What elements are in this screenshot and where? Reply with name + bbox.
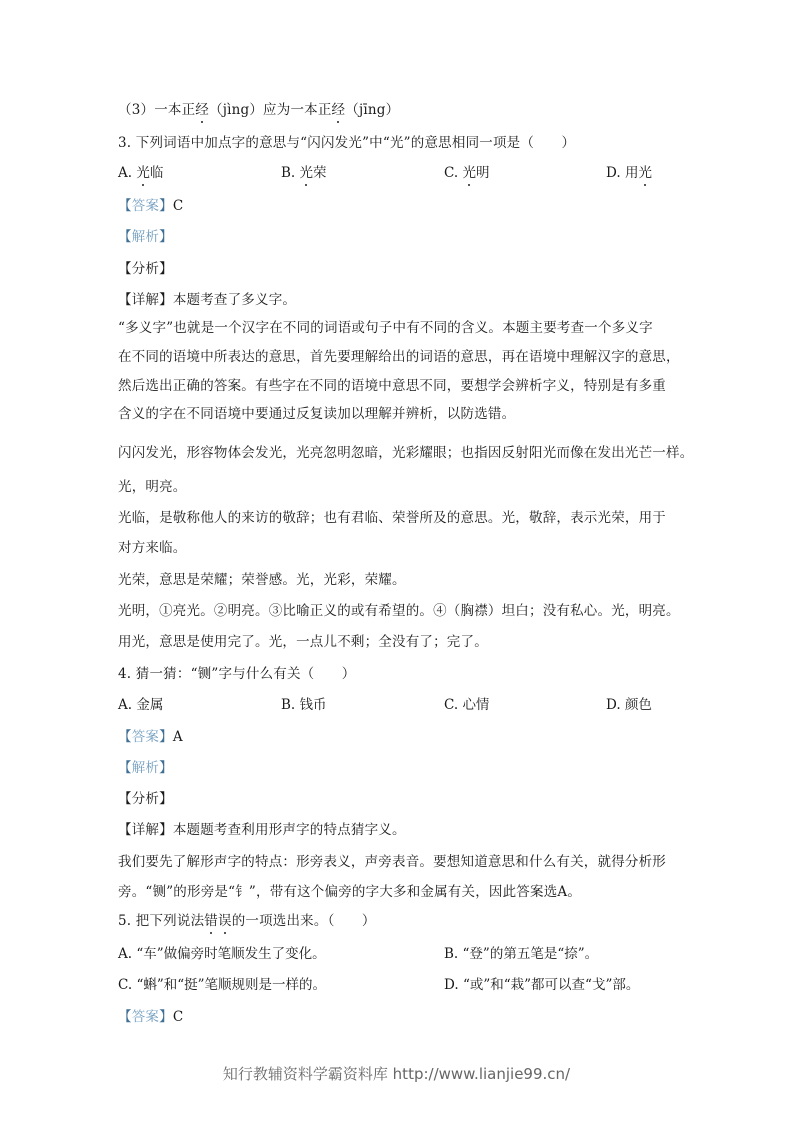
tag-text: 答案 — [131, 1009, 160, 1025]
text: 的一项选出来。（ ） — [231, 913, 376, 929]
option-label: C. — [118, 977, 137, 993]
q3-paragraph: “多义字”也就是一个汉字在不同的词语或句子中有不同的含义。本题主要考查一个多义字 — [118, 320, 653, 336]
q3-option-b — [281, 164, 327, 182]
q3-answer — [118, 197, 183, 215]
option-label: A. — [118, 165, 137, 181]
q3-xiangjie — [118, 291, 296, 309]
bracket: 【 — [118, 791, 132, 807]
tag-text: 详解 — [131, 822, 160, 838]
text: （jīng） — [345, 102, 400, 118]
option-label: B. — [444, 946, 463, 962]
option-text: “蝌”和“挺”笔顺规则是一样的。 — [136, 977, 327, 993]
option-text: 金属 — [136, 697, 164, 713]
option-label: A. — [118, 697, 137, 713]
option-text: 钱币 — [299, 697, 327, 713]
dotted-char: 经 — [195, 102, 209, 118]
dotted-char: 光 — [638, 165, 652, 181]
q4-option-c — [444, 696, 489, 714]
bracket: 】 — [159, 261, 173, 277]
text: （jìng）应为一本正 — [209, 102, 332, 118]
answer-value: C — [172, 1009, 184, 1025]
q4-answer — [118, 728, 183, 746]
dotted-char: 错 — [204, 913, 218, 929]
bracket: 】 — [159, 791, 173, 807]
option-label: D. — [444, 977, 463, 993]
dotted-char: 误 — [217, 913, 232, 929]
q4-paragraph: 我们要先了解形声字的特点：形旁表义，声旁表音。要想知道意思和什么有关，就得分析形 — [118, 854, 666, 870]
option-label: C. — [444, 165, 463, 181]
q4-option-a — [118, 696, 163, 714]
option-text: 明 — [475, 165, 490, 181]
q3-fenxi — [118, 260, 173, 278]
q3-option-c — [444, 164, 489, 182]
question-3-stem: 3. 下列词语中加点字的意思与“闪闪发光”中“光”的意思相同一项是（ ） — [118, 135, 576, 151]
q4-paragraph: 旁。“铡”的形旁是“钅”，带有这个偏旁的字大多和金属有关，因此答案选A。 — [118, 884, 582, 900]
q3-paragraph: 光明，①亮光。②明亮。③比喻正义的或有希望的。④（胸襟）坦白；没有私心。光，明亮。 — [118, 603, 680, 619]
jiexi-tag — [118, 229, 173, 245]
bracket: 【 — [118, 760, 132, 776]
bracket: 】 — [159, 822, 173, 838]
bracket: 】 — [159, 1009, 173, 1025]
q4-jiexi — [118, 759, 173, 777]
q5-option-c — [118, 976, 326, 994]
bracket: 】 — [159, 729, 173, 745]
detail-text: 本题题考查利用形声字的特点猜字义。 — [172, 822, 406, 838]
tag-text: 答案 — [131, 198, 160, 214]
answer-value: C — [172, 198, 184, 214]
bracket: 】 — [159, 229, 173, 245]
bracket: 【 — [118, 198, 132, 214]
q3-paragraph: 在不同的语境中所表达的意思，首先要理解给出的词语的意思，再在语境中理解汉字的意思， — [118, 349, 680, 365]
dotted-char: 光 — [462, 165, 476, 181]
footer-watermark: 知行教辅资料学霸资料库 http://www.lianjie99.cn/ — [222, 1065, 571, 1083]
option-label: D. — [606, 697, 625, 713]
question-5-stem — [118, 912, 376, 930]
bracket: 【 — [118, 822, 132, 838]
bracket: 】 — [159, 760, 173, 776]
dotted-char: 光 — [299, 165, 314, 181]
q3-paragraph: 光荣，意思是荣耀；荣誉感。光，光彩，荣耀。 — [118, 572, 406, 588]
q3-paragraph: 闪闪发光，形容物体会发光，光亮忽明忽暗，光彩耀眼；也指因反射阳光而像在发出光芒一样。 — [118, 445, 694, 461]
q4-xiangjie — [118, 821, 406, 839]
bracket: 【 — [118, 229, 132, 245]
option-text: “或”和“栽”都可以查“戈”部。 — [462, 977, 640, 993]
q3-paragraph: 含义的字在不同语境中要通过反复读加以理解并辨析，以防选错。 — [118, 406, 516, 422]
text: 5. 把下列说法 — [118, 913, 205, 929]
bracket: 【 — [118, 261, 132, 277]
option-label: B. — [281, 165, 300, 181]
answer-value: A — [172, 729, 183, 745]
text: （3）一本正 — [118, 102, 196, 118]
q3-option-a — [118, 164, 163, 182]
option-text: 临 — [149, 165, 164, 181]
detail-text: 本题考查了多义字。 — [172, 292, 297, 308]
q5-answer — [118, 1008, 183, 1026]
option-text: 心情 — [462, 697, 490, 713]
q4-fenxi — [118, 790, 173, 808]
option-label: A. — [118, 946, 137, 962]
bracket: 【 — [118, 1009, 132, 1025]
dotted-char: 经 — [331, 102, 346, 118]
option-text: 颜色 — [624, 697, 652, 713]
q3-jiexi — [118, 228, 173, 246]
q4-option-b — [281, 696, 327, 714]
q5-option-d — [444, 976, 639, 994]
q5-option-b — [444, 945, 598, 963]
option-text: 荣 — [313, 165, 327, 181]
jiexi-tag — [118, 760, 173, 776]
tag-text: 解析 — [131, 229, 160, 245]
option-label: B. — [281, 697, 300, 713]
q3-paragraph: 光临，是敬称他人的来访的敬辞；也有君临、荣誉所及的意思。光，敬辞，表示光荣，用于 — [118, 510, 666, 526]
tag-text: 分析 — [131, 261, 160, 277]
bracket: 【 — [118, 292, 132, 308]
answer-tag — [118, 729, 173, 745]
prev-item-line — [118, 101, 399, 119]
q3-option-d — [606, 164, 652, 182]
option-label: C. — [444, 697, 463, 713]
q3-paragraph: 对方来临。 — [118, 540, 187, 556]
option-text: “登”的第五笔是“捺”。 — [462, 946, 599, 962]
bracket: 】 — [159, 292, 173, 308]
q3-paragraph: 用光，意思是使用完了。光，一点儿不剩；全没有了；完了。 — [118, 634, 488, 650]
answer-tag — [118, 1009, 173, 1025]
answer-tag — [118, 198, 173, 214]
tag-text: 分析 — [131, 791, 160, 807]
dotted-char: 光 — [136, 165, 150, 181]
tag-text: 答案 — [131, 729, 160, 745]
option-label: D. — [606, 165, 625, 181]
tag-text: 详解 — [131, 292, 160, 308]
question-4-stem: 4. 猜一猜：“铡”字与什么有关（ ） — [118, 666, 356, 682]
bracket: 】 — [159, 198, 173, 214]
option-text: 用 — [624, 165, 639, 181]
q4-option-d — [606, 696, 652, 714]
q3-paragraph: 光，明亮。 — [118, 479, 187, 495]
q5-option-a — [118, 945, 326, 963]
q3-paragraph: 然后选出正确的答案。有些字在不同的语境中意思不同，要想学会辨析字义，特别是有多重 — [118, 378, 666, 394]
tag-text: 解析 — [131, 760, 160, 776]
option-text: “车”做偏旁时笔顺发生了变化。 — [136, 946, 326, 962]
bracket: 【 — [118, 729, 132, 745]
